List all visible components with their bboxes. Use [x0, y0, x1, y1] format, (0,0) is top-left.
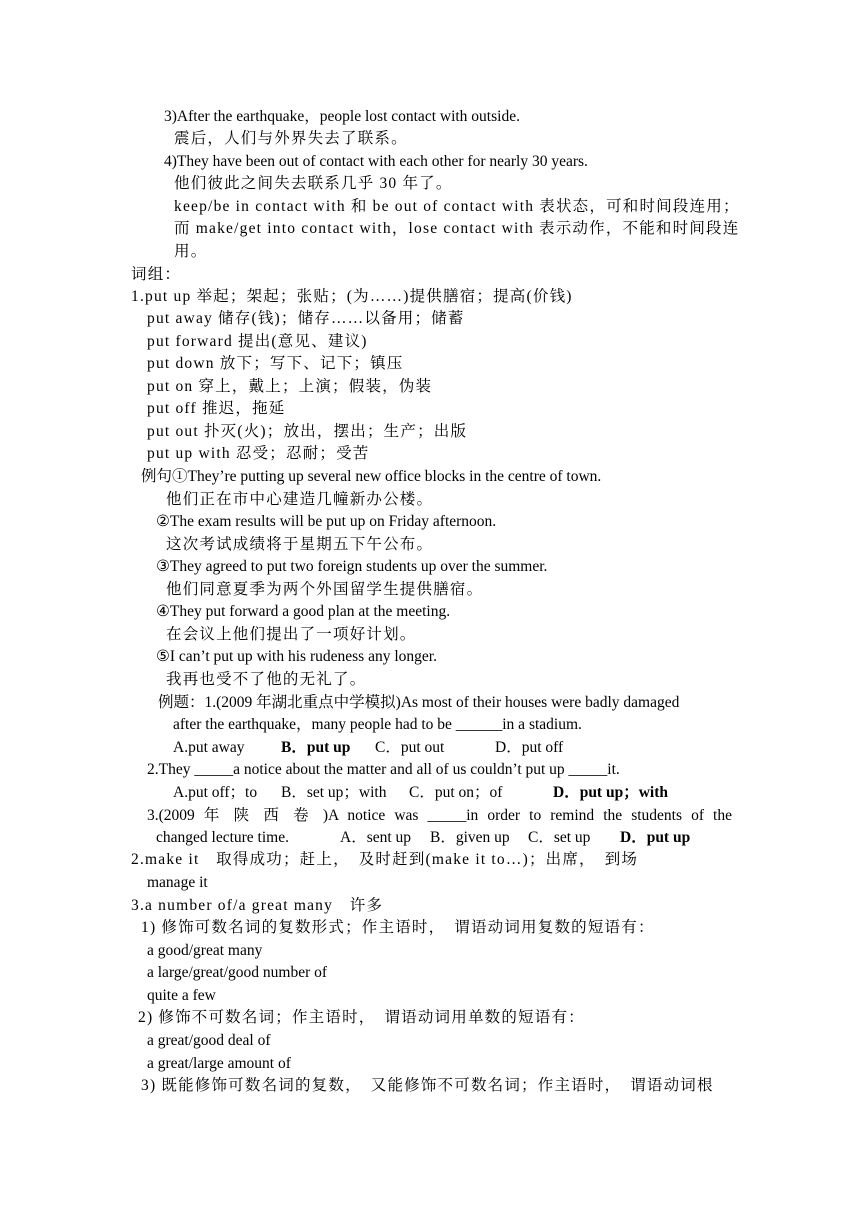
phrase-put-away: put away 储存(钱)；储存……以备用；储蓄 — [147, 310, 465, 327]
exercise-3-option-b: B．given up — [430, 829, 510, 846]
exercise-3-stem-cont: changed lecture time. — [156, 829, 289, 846]
example-5-translation: 我再也受不了他的无礼了。 — [166, 671, 367, 688]
example-4: ④They put forward a good plan at the meeting. — [156, 603, 451, 620]
exercise-1-stem: 例题：1.(2009 年湖北重点中学模拟)As most of their houses were badly damaged — [158, 694, 680, 711]
exercise-1-option-a: A.put away — [173, 739, 245, 756]
exercise-3-option-c: C．set up — [528, 829, 591, 846]
example-sentence-4: 4)They have been out of contact with each other for nearly 30 years. — [164, 153, 588, 170]
example-1-translation: 他们正在市中心建造几幢新办公楼。 — [166, 491, 434, 508]
rule-2-phrase-2: a great/large amount of — [147, 1055, 291, 1072]
rule-1-phrase-2: a large/great/good number of — [147, 964, 328, 981]
exercise-2-option-d: D．put up；with — [553, 784, 668, 801]
exercise-1-options — [173, 738, 563, 758]
exercise-3-option-d: D．put up — [620, 829, 691, 846]
example-3-translation: 他们同意夏季为两个外国留学生提供膳宿。 — [166, 581, 484, 598]
exercise-2-option-b: B．set up；with — [281, 784, 387, 801]
exercise-1-option-d: D．put off — [495, 739, 564, 756]
rule-1-phrase-3: quite a few — [147, 987, 216, 1004]
example-sentence-3: 3)After the earthquake，people lost contact with outside. — [164, 108, 520, 125]
phrase-make-it: 2.make it 取得成功；赶上， 及时赶到(make it to…)；出席， 到场 — [131, 851, 639, 868]
phrase-put-forward: put forward 提出(意见、建议) — [147, 333, 368, 350]
phrase-put-up-with: put up with 忍受；忍耐；受苦 — [147, 445, 370, 462]
phrase-put-on: put on 穿上，戴上；上演；假装，伪装 — [147, 378, 433, 395]
section-heading-phrases: 词组： — [131, 266, 182, 283]
exercise-2-stem: 2.They _____a notice about the matter and all of us couldn’t put up _____it. — [147, 761, 620, 778]
example-5: ⑤I can’t put up with his rudeness any longer. — [156, 648, 437, 665]
usage-note-line-3: 用。 — [174, 243, 208, 260]
exercise-1-option-b: B．put up — [281, 739, 351, 756]
example-1: 例句①They’re putting up several new office blocks in the centre of town. — [141, 468, 602, 485]
example-2: ②The exam results will be put up on Friday afternoon. — [156, 513, 497, 530]
example-4-translation: 在会议上他们提出了一项好计划。 — [166, 626, 417, 643]
example-3: ③They agreed to put two foreign students up over the summer. — [156, 558, 548, 575]
exercise-2-options — [173, 783, 668, 803]
phrase-put-up: 1.put up 举起；架起；张贴；(为……)提供膳宿；提高(价钱) — [131, 288, 573, 305]
phrase-put-out: put out 扑灭(火)；放出，摆出；生产；出版 — [147, 423, 468, 440]
exercise-1-stem-cont: after the earthquake，many people had to be ______in a stadium. — [173, 716, 582, 733]
exercise-3-options — [156, 828, 690, 848]
phrase-manage-it: manage it — [147, 874, 208, 891]
rule-1: 1) 修饰可数名词的复数形式；作主语时， 谓语动词用复数的短语有： — [141, 919, 655, 936]
rule-3: 3) 既能修饰可数名词的复数， 又能修饰不可数名词；作主语时， 谓语动词根 — [141, 1077, 714, 1094]
rule-2-phrase-1: a great/good deal of — [147, 1032, 271, 1049]
translation-4: 他们彼此之间失去联系几乎 30 年了。 — [174, 175, 453, 192]
exercise-3-stem: 3.(2009 年 陕 西 卷 )A notice was _____in order to remind the students of the — [147, 807, 732, 824]
rule-1-phrase-1: a good/great many — [147, 942, 263, 959]
exercise-1-option-c: C．put out — [375, 739, 445, 756]
usage-note-line-1: keep/be in contact with 和 be out of contact with 表状态，可和时间段连用； — [174, 198, 740, 215]
phrase-a-number-of: 3.a number of/a great many 许多 — [131, 897, 384, 914]
phrase-put-off: put off 推迟，拖延 — [147, 400, 286, 417]
rule-2: 2) 修饰不可数名词；作主语时， 谓语动词用单数的短语有： — [138, 1009, 585, 1026]
exercise-3-option-a: A．sent up — [340, 829, 412, 846]
usage-note-line-2: 而 make/get into contact with，lose contact with 表示动作，不能和时间段连 — [174, 220, 740, 237]
exercise-2-option-c: C．put on；of — [409, 784, 503, 801]
phrase-put-down: put down 放下；写下、记下；镇压 — [147, 355, 404, 372]
example-2-translation: 这次考试成绩将于星期五下午公布。 — [166, 536, 434, 553]
exercise-2-option-a: A.put off；to — [173, 784, 258, 801]
translation-3: 震后，人们与外界失去了联系。 — [174, 130, 408, 147]
